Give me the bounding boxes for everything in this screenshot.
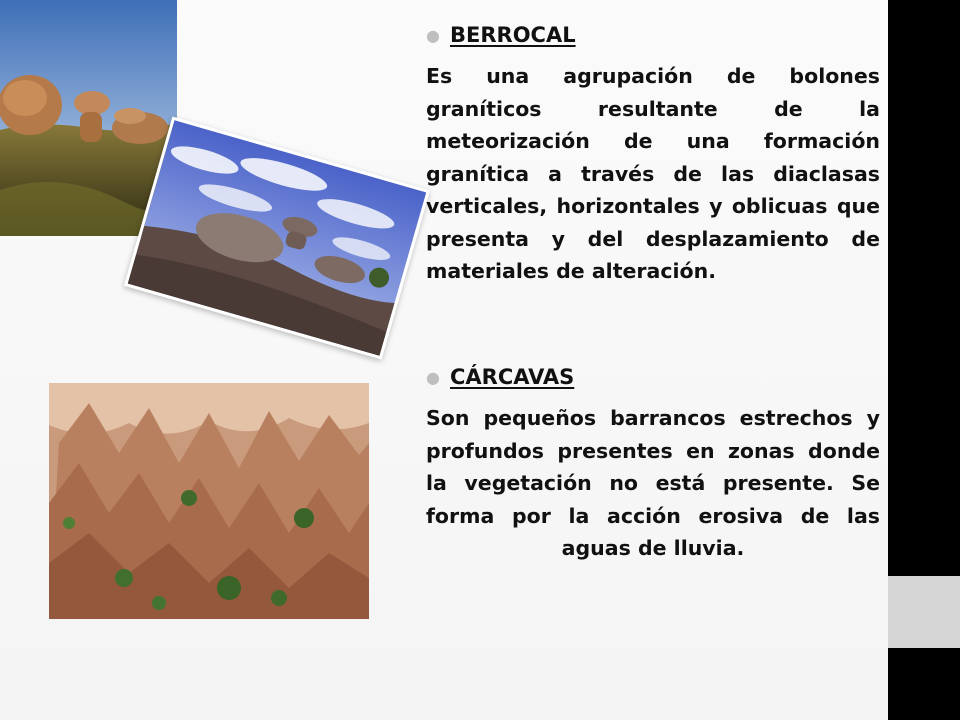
berrocal-photo-balanced-rocks bbox=[124, 116, 430, 359]
bullet-icon: ● bbox=[426, 367, 440, 387]
section-heading bbox=[426, 362, 880, 392]
section-title: BERROCAL bbox=[450, 23, 576, 47]
section-title: CÁRCAVAS bbox=[450, 365, 575, 389]
section-paragraph: Es una agrupación de bolones graníticos resultante de la meteorización de una formación granítica a través de las diaclasas verticales, horizontales y oblicuas que presenta y del desplazamiento de materiales de alteración. bbox=[426, 64, 880, 283]
section-berrocal bbox=[426, 20, 880, 288]
side-bar-block bbox=[888, 576, 960, 648]
bullet-icon: ● bbox=[426, 25, 440, 45]
section-heading bbox=[426, 20, 880, 50]
side-bar bbox=[888, 0, 960, 720]
section-carcavas bbox=[426, 362, 880, 565]
carcavas-photo-badlands bbox=[49, 383, 369, 619]
section-paragraph: Son pequeños barrancos estrechos y profundos presentes en zonas donde la vegetación no está presente. Se forma por la acción erosiva de las aguas de lluvia. bbox=[426, 406, 880, 560]
